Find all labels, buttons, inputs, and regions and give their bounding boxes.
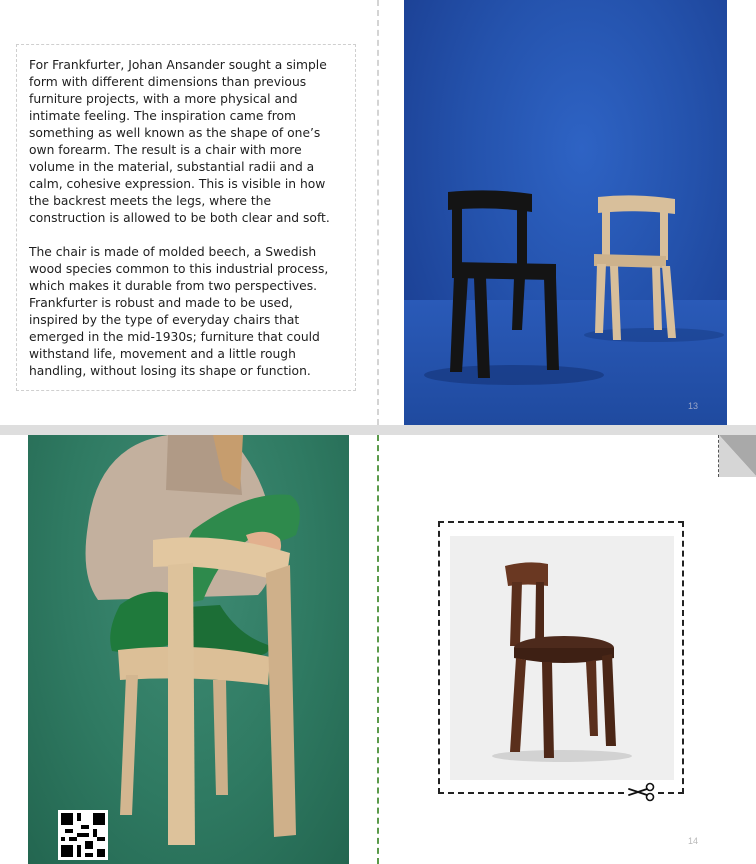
walnut-chair [505, 562, 616, 758]
page-13 [0, 0, 756, 425]
spread-gap [0, 425, 756, 435]
page-number-14: 14 [688, 836, 699, 846]
natural-chair [594, 195, 676, 340]
chair-leg-front-right [266, 565, 296, 837]
chair-leg-back-right [213, 680, 228, 795]
page-corner-fold [718, 435, 756, 477]
cutout-box[interactable] [438, 521, 684, 794]
chair-leg-back-left [120, 675, 138, 815]
person-on-chair-photo [28, 435, 349, 864]
scissors-icon [626, 781, 656, 803]
page-number-13: 13 [688, 401, 699, 411]
chairs-on-blue-photo [404, 0, 727, 425]
qr-code[interactable] [58, 810, 108, 860]
chair-leg-front-left [168, 563, 195, 845]
left-boot [110, 592, 178, 653]
fold-line-dashed [377, 435, 379, 864]
description-text-box [16, 44, 356, 391]
walnut-chair-photo [450, 536, 674, 780]
page-14 [0, 435, 756, 864]
page-divider-dashed [377, 0, 379, 425]
black-chair [448, 190, 559, 378]
paragraph-1: For Frankfurter, Johan Ansander sought a simple form with different dimensions than previous furniture projects, with a more physical and intimate feeling. The inspiration came from something as well known as the shape of one’s own forearm. The result is a chair with more volume in the material, substantial radii and a calm, cohesive expression. This is visible in how the backrest meets the legs, where the construction is allowed to be both clear and soft. [29, 58, 330, 225]
paragraph-2: The chair is made of molded beech, a Swedish wood species common to this industrial process, which makes it durable from two perspectives. Frankfurter is robust and made to be used, inspired by the type of everyday chairs that emerged in the mid-1930s; furniture that could withstand life, movement and a little rough handling, without losing its shape or function. [29, 245, 329, 378]
